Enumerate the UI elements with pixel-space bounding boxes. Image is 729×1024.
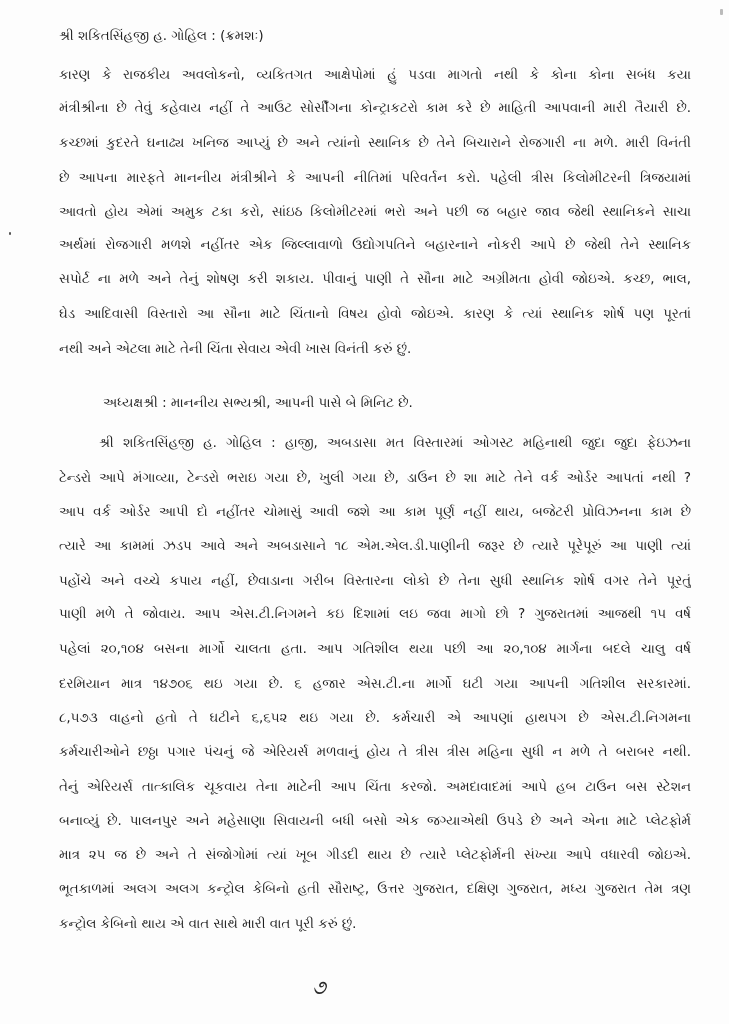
text-line: કચ્છમાં કુદરતે ઘનાઢ્ય ખનિજ આપ્યું છે અને ત્યાંનો સ્થાનિક છે તેને બિચારાને રોજગારી ના મળે. મારી વિનંતી (59, 136, 691, 151)
text-line: પહેલાં ૨૦,૧૦૪ બસના માર્ગો ચાલતા હતા. આપ ગતિશીલ થયા પછી આ ૨૦,૧૦૪ માર્ગના બદલે ચાલુ વર્ષ (59, 642, 691, 657)
text-line: સપોર્ટ ના મળે અને તેનું શોષણ કરી શકાય. પીવાનું પાણી તે સૌના માટે અગ્રીમતા હોવી જોઇએ. કચ્છ, ભાલ, (59, 272, 691, 287)
text-line: ભૂતકાળમાં અલગ અલગ કન્ટ્રોલ કેબિનો હતી સૌરાષ્ટ્ર, ઉત્તર ગુજરાત, દક્ષિણ ગુજરાત, મધ્ય ગુજરાત તેમ ત્રણ (59, 882, 691, 897)
text-line: માત્ર ૨૫ જ છે અને તે સંજોગોમાં ત્યાં ખૂબ ગીડદી થાય છે ત્યારે પ્લેટફોર્મની સંખ્યા આપે વધારવી જોઇએ. (59, 848, 691, 863)
text-line: કારણ કે રાજકીય અવલોકનો, વ્યકિતગત આક્ષેપોમાં હું પડવા માગતો નથી કે કોના કોના સબંધ કયા (59, 68, 691, 83)
text-line: ત્યારે આ કામમાં ઝડપ આવે અને અબડાસાને ૧૮ એમ.એલ.ડી.પાણીની જરૂર છે ત્યારે પૂરેપૂરું આ પાણી ત્યાં (59, 539, 691, 554)
text-line: બનાવ્યું છે. પાલનપુર અને મહેસાણા સિવાયની બધી બસો એક જગ્યાએથી ઉપડે છે અને એના માટે પ્લેટફોર્મ (59, 814, 691, 829)
text-line: ૮,૫૭૩ વાહનો હતો તે ઘટીને ૬,૬૫૨ થઇ ગયા છે. કર્મચારી એ આપણાં હાથપગ છે એસ.ટી.નિગમના (59, 711, 691, 726)
handwritten-page-number: ૭ (312, 975, 326, 999)
text-line: અર્થમાં રોજગારી મળશે નહીંતર એક જિલ્લાવાળો ઉદ્યોગપતિને બહારનાને નોકરી આપે છે જેથી તેને સ્થાનિક (59, 238, 691, 253)
text-line: છે આપના મારફતે માનનીય મંત્રીશ્રીને કે આપની નીતિમાં પરિવર્તન કરો. પહેલી ત્રીસ કિલોમીટરની ત્રિજયામાં (59, 171, 691, 186)
text-line: પાણી મળે તે જોવાય. આપ એસ.ટી.નિગમને કઇ દિશામાં લઇ જવા માગો છો ? ગુજરાતમાં આજથી ૧૫ વર્ષ (59, 607, 691, 622)
text-line: પહોંચે અને વચ્ચે કપાય નહીં, છેવાડાના ગરીબ વિસ્તારના લોકો છે તેના સુધી સ્થાનિક શોર્ષ વગર તેને પૂરતું (59, 574, 691, 589)
text-line: આવતો હોય એમાં અમુક ટકા કરો, સાંઇઠ કિલોમીટરમાં ભરો અને પછી જ બહાર જાવ જેથી સ્થાનિકને સાચા (59, 205, 691, 220)
text-line: કન્ટ્રોલ કેબિનો થાય એ વાત સાથે મારી વાત પૂરી કરું છું. (59, 917, 357, 932)
scan-speck (9, 232, 11, 235)
continued-speaker-heading: શ્રી શકિતસિંહજી હ. ગોહિલ : (ક્રમશઃ) (59, 29, 264, 44)
text-line: આપ વર્ક ઓર્ડર આપી દો નહીંતર ચોમાસું આવી જશે આ કામ પૂર્ણ નહીં થાય, બજેટરી પ્રોવિઝનના કામ છે (59, 505, 691, 520)
text-line: તેનું એરિયર્સ તાત્કાલિક ચૂકવાય તેના માટેની આપ ચિંતા કરજો. અમદાવાદમાં આપે હબ ટાઉન બસ સ્ટેશન (59, 780, 691, 795)
text-line: નથી અને એટલા માટે તેની ચિંતા સેવાય એવી ખાસ વિનંતી કરું છું. (59, 342, 412, 357)
text-line: ટેન્ડરો આપે મંગાવ્યા, ટેન્ડરો ભરાઇ ગયા છે, ખુલી ગયા છે, ડાઉન છે શા માટે તેને વર્ક ઓર્ડર આપતાં નથી ? (59, 471, 691, 486)
speaker-chair-line: અધ્યક્ષશ્રી : માનનીય સભ્યશ્રી, આપની પાસે બે મિનિટ છે. (103, 396, 413, 411)
text-line: કર્મચારીઓને છઠ્ઠા પગાર પંચનું જે એરિયર્સ મળવાનું હોય તે ત્રીસ ત્રીસ મહિના સુધી ન મળે તે બરાબર નથી. (59, 745, 691, 760)
text-line: દરમિયાન માત્ર ૧૪૭૦૬ થઇ ગયા છે. ૬ હજાર એસ.ટી.ના માર્ગો ઘટી ગયા આપની ગતિશીલ સરકારમાં. (59, 677, 691, 692)
scan-speck (720, 9, 723, 15)
text-line: ઘેડ આદિવાસી વિસ્તારો આ સૌના માટે ચિંતાનો વિષય હોવો જોઇએ. કારણ કે ત્યાં સ્થાનિક શોર્ષ પણ પૂરતાં (59, 307, 691, 322)
text-line: મંત્રીશ્રીના છે તેવું કહેવાય નહીં તે આઉટ સોર્સીંગના કોન્ટ્રાકટરો કામ કરે છે માહિતી આપવાની મારી તૈયારી છે. (59, 101, 691, 116)
text-line: શ્રી શકિતસિંહજી હ. ગોહિલ : હાજી, અબડાસા મત વિસ્તારમાં ઓગસ્ટ મહિનાથી જુદા જુદા ફેઇઝના (99, 436, 691, 451)
